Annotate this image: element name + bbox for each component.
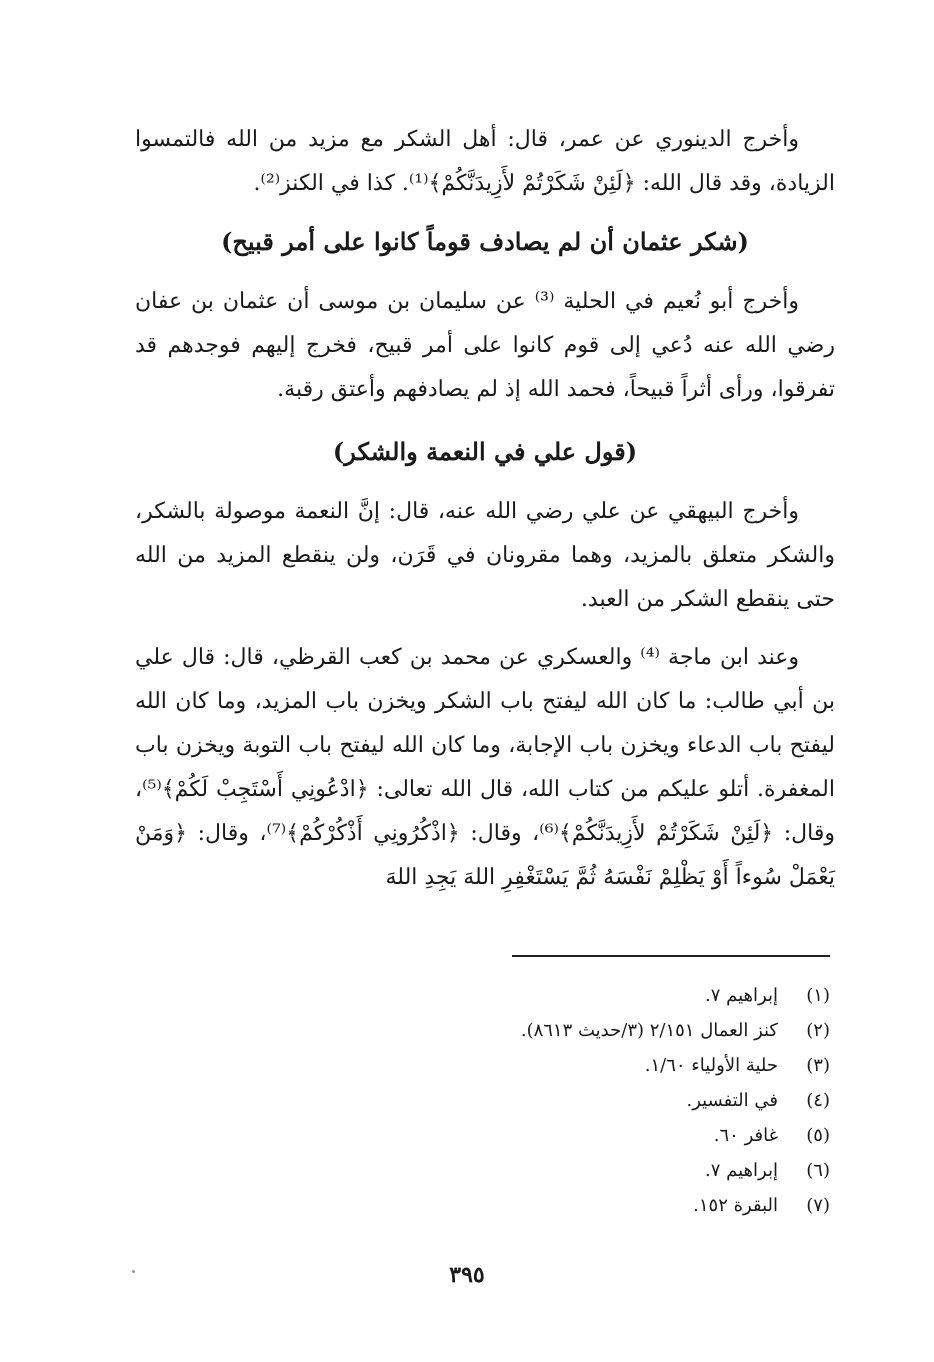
footnote-item xyxy=(300,1083,830,1118)
footnote-text: حلية الأولياء ١/٦٠. xyxy=(644,1055,778,1076)
footnote-number: (٧) xyxy=(806,1195,830,1216)
page-body xyxy=(135,118,835,914)
footnote-text: إبراهيم ٧. xyxy=(705,985,778,1006)
footnote-number: (١) xyxy=(806,985,830,1006)
footnote-text: إبراهيم ٧. xyxy=(705,1160,778,1181)
footnote-number: (٢) xyxy=(806,1020,830,1041)
footnote-number: (٥) xyxy=(806,1125,830,1146)
paragraph-ibn-majah: وعند ابن ماجة ⁽⁴⁾ والعسكري عن محمد بن كعب القرظي، قال: قال علي بن أبي طالب: ما كان الله ليفتح باب الشكر ويخزن باب المزيد، وما كان الله ليفتح باب الدعاء ويخزن باب الإجابة، وما كان الله ليفتح باب التوبة ويخزن باب المغفرة. أتلو عليكم من كتاب الله، قال الله تعالى: ﴿ادْعُونِي أَسْتَجِبْ لَكُمْ﴾⁽⁵⁾، وقال: ﴿لَئِنْ شَكَرْتُمْ لأَزِيدَنَّكُمْ﴾⁽⁶⁾، وقال: ﴿اذْكُرُونِي أَذْكُرْكُمْ﴾⁽⁷⁾، وقال: ﴿وَمَنْ يَعْمَلْ سُوءاً أَوْ يَظْلِمْ نَفْسَهُ ثُمَّ يَسْتَغْفِرِ اللهَ يَجِدِ اللهَ xyxy=(135,645,835,890)
footnote-item xyxy=(300,1118,830,1153)
footnote-number: (٤) xyxy=(806,1090,830,1111)
footnote-number: (٦) xyxy=(806,1160,830,1181)
page-number: ٣٩٥ xyxy=(449,1262,485,1288)
section-heading-uthman: (شكر عثمان أن لم يصادف قوماً كانوا على أمر قبيح) xyxy=(221,227,749,256)
footnote-text: غافر ٦٠. xyxy=(713,1125,778,1146)
footnote-divider xyxy=(512,955,830,957)
footnote-text: كنز العمال ٢/١٥١ (٣/حديث ٨٦١٣). xyxy=(520,1020,778,1041)
footnote-text: البقرة ١٥٢. xyxy=(693,1195,778,1216)
footnotes-list xyxy=(300,978,830,1223)
footnote-item xyxy=(300,1188,830,1223)
footnote-number: (٣) xyxy=(806,1055,830,1076)
paragraph-dinawari: وأخرج الدينوري عن عمر، قال: أهل الشكر مع مزيد من الله فالتمسوا الزيادة، وقد قال الله: ﴿لَئِنْ شَكَرْتُمْ لأَزِيدَنَّكُمْ﴾⁽¹⁾. كذا في الكنز⁽²⁾. xyxy=(135,127,835,196)
paragraph-bayhaqi: وأخرج البيهقي عن علي رضي الله عنه، قال: إنَّ النعمة موصولة بالشكر، والشكر متعلق بالمزيد، وهما مقرونان في قَرَن، ولن ينقطع المزيد من الله حتى ينقطع الشكر من العبد. xyxy=(135,499,835,612)
footnote-item xyxy=(300,1153,830,1188)
paragraph-abu-nuaym: وأخرج أبو نُعيم في الحلية ⁽³⁾ عن سليمان بن موسى أن عثمان بن عفان رضي الله عنه دُعي إلى قوم كانوا على أمر قبيح، فخرج إليهم فوجدهم قد تفرقوا، ورأى أثراً قبيحاً، فحمد الله إذ لم يصادفهم وأعتق رقبة. xyxy=(135,289,835,402)
footnote-item xyxy=(300,1048,830,1083)
scan-speck xyxy=(132,1270,135,1273)
footnote-text: في التفسير. xyxy=(686,1090,778,1111)
footnote-item xyxy=(300,1013,830,1048)
footnote-item xyxy=(300,978,830,1013)
section-heading-ali: (قول علي في النعمة والشكر) xyxy=(332,437,638,466)
